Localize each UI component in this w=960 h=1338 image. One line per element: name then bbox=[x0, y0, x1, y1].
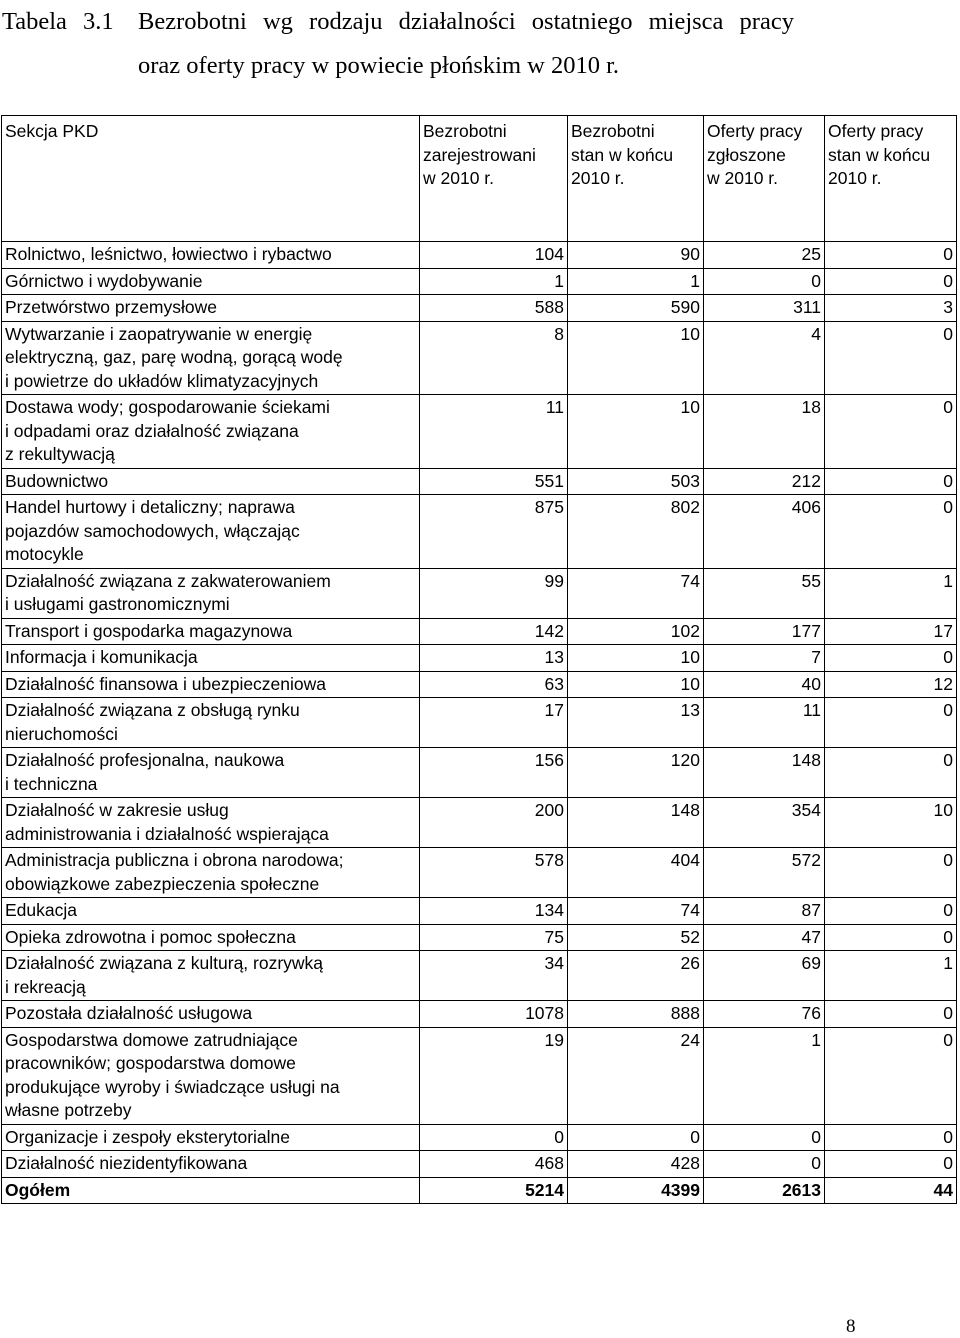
row-label bbox=[2, 295, 420, 322]
table-row bbox=[2, 924, 957, 951]
cell-col3: 0 bbox=[704, 1151, 825, 1178]
row-label-line: obowiązkowe zabezpieczenia społeczne bbox=[5, 873, 320, 894]
row-label-line: własne potrzeby bbox=[5, 1100, 132, 1120]
row-label bbox=[2, 848, 420, 898]
cell-col1: 134 bbox=[420, 898, 568, 925]
table-row bbox=[2, 321, 957, 395]
row-label bbox=[2, 645, 420, 672]
row-label-line: Organizacje i zespoły eksterytorialne bbox=[5, 1126, 290, 1147]
total-col1: 5214 bbox=[420, 1177, 568, 1204]
row-label-line: Działalność w zakresie usług bbox=[5, 800, 229, 820]
row-label bbox=[2, 1027, 420, 1124]
total-row bbox=[2, 1177, 957, 1204]
row-label-line: Działalność profesjonalna, naukowa bbox=[5, 750, 285, 770]
cell-col4: 0 bbox=[825, 645, 957, 672]
row-label-line: nieruchomości bbox=[5, 723, 118, 744]
cell-col3: 0 bbox=[704, 1124, 825, 1151]
unemployment-table bbox=[1, 115, 957, 1204]
cell-col4: 0 bbox=[825, 395, 957, 469]
table-row bbox=[2, 295, 957, 322]
cell-col3: 212 bbox=[704, 468, 825, 495]
row-label-line: Działalność finansowa i ubezpieczeniowa bbox=[5, 673, 327, 694]
table-row bbox=[2, 951, 957, 1001]
table-row bbox=[2, 1151, 957, 1178]
row-label-line: Edukacja bbox=[5, 900, 77, 920]
header-col4: Oferty pracy stan w końcu 2010 r. bbox=[825, 116, 957, 242]
table-row bbox=[2, 495, 957, 569]
row-label-line: Gospodarstwa domowe zatrudniające bbox=[5, 1029, 298, 1050]
cell-col3: 1 bbox=[704, 1027, 825, 1124]
cell-col1: 551 bbox=[420, 468, 568, 495]
row-label-line: Dostawa wody; gospodarowanie ściekami bbox=[5, 397, 330, 417]
cell-col4: 0 bbox=[825, 1124, 957, 1151]
table-row bbox=[2, 1001, 957, 1028]
header-row bbox=[2, 116, 957, 242]
cell-col3: 148 bbox=[704, 748, 825, 798]
row-label bbox=[2, 798, 420, 848]
row-label-line: Rolnictwo, leśnictwo, łowiectwo i rybactwo bbox=[5, 244, 332, 264]
row-label-line: i usługami gastronomicznymi bbox=[5, 594, 230, 614]
row-label-line: pracowników; gospodarstwa domowe bbox=[5, 1053, 296, 1073]
row-label-line: Informacja i komunikacja bbox=[5, 647, 198, 667]
cell-col1: 19 bbox=[420, 1027, 568, 1124]
total-label: Ogółem bbox=[2, 1177, 420, 1204]
table-row bbox=[2, 798, 957, 848]
cell-col2: 13 bbox=[568, 698, 704, 748]
row-label-line: Pozostała działalność usługowa bbox=[5, 1003, 253, 1023]
cell-col1: 17 bbox=[420, 698, 568, 748]
cell-col1: 1 bbox=[420, 268, 568, 295]
row-label bbox=[2, 468, 420, 495]
cell-col2: 52 bbox=[568, 924, 704, 951]
row-label bbox=[2, 698, 420, 748]
cell-col3: 0 bbox=[704, 268, 825, 295]
row-label-line: Administracja publiczna i obrona narodowa; bbox=[5, 850, 344, 870]
cell-col4: 0 bbox=[825, 268, 957, 295]
cell-col2: 802 bbox=[568, 495, 704, 569]
cell-col4: 0 bbox=[825, 898, 957, 925]
cell-col1: 34 bbox=[420, 951, 568, 1001]
cell-col1: 75 bbox=[420, 924, 568, 951]
header-section: Sekcja PKD bbox=[2, 116, 420, 242]
caption-title: Bezrobotni wg rodzaju działalności ostatniego miejsca pracy bbox=[138, 8, 794, 35]
cell-col1: 13 bbox=[420, 645, 568, 672]
cell-col1: 875 bbox=[420, 495, 568, 569]
cell-col4: 12 bbox=[825, 671, 957, 698]
cell-col2: 590 bbox=[568, 295, 704, 322]
row-label bbox=[2, 268, 420, 295]
header-col2: Bezrobotni stan w końcu 2010 r. bbox=[568, 116, 704, 242]
row-label bbox=[2, 321, 420, 395]
row-label bbox=[2, 1124, 420, 1151]
cell-col4: 0 bbox=[825, 698, 957, 748]
cell-col3: 55 bbox=[704, 568, 825, 618]
cell-col2: 0 bbox=[568, 1124, 704, 1151]
cell-col4: 1 bbox=[825, 568, 957, 618]
cell-col4: 0 bbox=[825, 748, 957, 798]
cell-col2: 24 bbox=[568, 1027, 704, 1124]
row-label-line: Działalność niezidentyfikowana bbox=[5, 1153, 248, 1173]
table-row bbox=[2, 1027, 957, 1124]
row-label-line: Przetwórstwo przemysłowe bbox=[5, 297, 217, 317]
cell-col4: 0 bbox=[825, 468, 957, 495]
table-caption bbox=[2, 0, 942, 88]
total-col4: 44 bbox=[825, 1177, 957, 1204]
table-row bbox=[2, 645, 957, 672]
row-label bbox=[2, 951, 420, 1001]
row-label bbox=[2, 618, 420, 645]
cell-col1: 8 bbox=[420, 321, 568, 395]
row-label-line: i rekreacją bbox=[5, 976, 86, 997]
cell-col1: 63 bbox=[420, 671, 568, 698]
table-row bbox=[2, 848, 957, 898]
cell-col4: 0 bbox=[825, 321, 957, 395]
cell-col2: 26 bbox=[568, 951, 704, 1001]
row-label-line: Budownictwo bbox=[5, 470, 109, 491]
row-label bbox=[2, 898, 420, 925]
cell-col2: 404 bbox=[568, 848, 704, 898]
cell-col3: 76 bbox=[704, 1001, 825, 1028]
row-label-line: Opieka zdrowotna i pomoc społeczna bbox=[5, 926, 296, 947]
cell-col1: 156 bbox=[420, 748, 568, 798]
cell-col3: 4 bbox=[704, 321, 825, 395]
table-row bbox=[2, 748, 957, 798]
row-label-line: z rekultywacją bbox=[5, 444, 115, 464]
cell-col2: 428 bbox=[568, 1151, 704, 1178]
caption-line-1 bbox=[2, 0, 942, 44]
cell-col1: 200 bbox=[420, 798, 568, 848]
cell-col3: 311 bbox=[704, 295, 825, 322]
table-row bbox=[2, 395, 957, 469]
cell-col2: 10 bbox=[568, 645, 704, 672]
cell-col2: 120 bbox=[568, 748, 704, 798]
row-label bbox=[2, 568, 420, 618]
table-row bbox=[2, 618, 957, 645]
cell-col1: 104 bbox=[420, 242, 568, 269]
cell-col4: 0 bbox=[825, 1027, 957, 1124]
cell-col2: 10 bbox=[568, 671, 704, 698]
cell-col2: 90 bbox=[568, 242, 704, 269]
row-label-line: elektryczną, gaz, parę wodną, gorącą wodę bbox=[5, 347, 343, 367]
row-label-line: Transport i gospodarka magazynowa bbox=[5, 620, 293, 641]
cell-col1: 142 bbox=[420, 618, 568, 645]
cell-col4: 0 bbox=[825, 1001, 957, 1028]
header-col3: Oferty pracy zgłoszone w 2010 r. bbox=[704, 116, 825, 242]
cell-col1: 11 bbox=[420, 395, 568, 469]
cell-col3: 11 bbox=[704, 698, 825, 748]
cell-col3: 25 bbox=[704, 242, 825, 269]
row-label bbox=[2, 242, 420, 269]
row-label-line: i powietrze do układów klimatyzacyjnych bbox=[5, 370, 319, 391]
row-label-line: produkujące wyroby i świadczące usługi na bbox=[5, 1076, 340, 1097]
row-label-line: Górnictwo i wydobywanie bbox=[5, 270, 203, 291]
row-label bbox=[2, 395, 420, 469]
cell-col4: 0 bbox=[825, 848, 957, 898]
row-label-line: motocykle bbox=[5, 544, 84, 564]
cell-col4: 17 bbox=[825, 618, 957, 645]
cell-col4: 3 bbox=[825, 295, 957, 322]
cell-col1: 1078 bbox=[420, 1001, 568, 1028]
table-row bbox=[2, 568, 957, 618]
cell-col2: 148 bbox=[568, 798, 704, 848]
cell-col4: 0 bbox=[825, 1151, 957, 1178]
cell-col2: 74 bbox=[568, 898, 704, 925]
cell-col4: 0 bbox=[825, 242, 957, 269]
table-row bbox=[2, 468, 957, 495]
row-label bbox=[2, 748, 420, 798]
cell-col3: 40 bbox=[704, 671, 825, 698]
cell-col1: 0 bbox=[420, 1124, 568, 1151]
total-col2: 4399 bbox=[568, 1177, 704, 1204]
table-row bbox=[2, 698, 957, 748]
row-label bbox=[2, 1151, 420, 1178]
caption-label: Tabela 3.1 bbox=[2, 8, 114, 35]
row-label-line: Działalność związana z zakwaterowaniem bbox=[5, 570, 331, 591]
row-label bbox=[2, 495, 420, 569]
cell-col1: 578 bbox=[420, 848, 568, 898]
caption-line-2: oraz oferty pracy w powiecie płońskim w 2010 r. bbox=[138, 52, 620, 79]
row-label-line: administrowania i działalność wspierająca bbox=[5, 823, 329, 844]
table-row bbox=[2, 268, 957, 295]
cell-col4: 10 bbox=[825, 798, 957, 848]
cell-col3: 87 bbox=[704, 898, 825, 925]
table-row bbox=[2, 898, 957, 925]
cell-col1: 588 bbox=[420, 295, 568, 322]
table-row bbox=[2, 242, 957, 269]
row-label-line: Handel hurtowy i detaliczny; naprawa bbox=[5, 497, 295, 517]
cell-col2: 1 bbox=[568, 268, 704, 295]
cell-col3: 47 bbox=[704, 924, 825, 951]
cell-col3: 177 bbox=[704, 618, 825, 645]
row-label-line: pojazdów samochodowych, włączając bbox=[5, 520, 300, 541]
cell-col4: 0 bbox=[825, 495, 957, 569]
cell-col1: 468 bbox=[420, 1151, 568, 1178]
row-label-line: i odpadami oraz działalność związana bbox=[5, 420, 299, 441]
cell-col2: 102 bbox=[568, 618, 704, 645]
row-label-line: i techniczna bbox=[5, 773, 98, 794]
cell-col2: 10 bbox=[568, 395, 704, 469]
cell-col2: 888 bbox=[568, 1001, 704, 1028]
row-label bbox=[2, 924, 420, 951]
cell-col3: 354 bbox=[704, 798, 825, 848]
cell-col4: 0 bbox=[825, 924, 957, 951]
cell-col3: 18 bbox=[704, 395, 825, 469]
cell-col1: 99 bbox=[420, 568, 568, 618]
row-label-line: Działalność związana z kulturą, rozrywką bbox=[5, 953, 324, 973]
row-label bbox=[2, 671, 420, 698]
table-row bbox=[2, 1124, 957, 1151]
total-col3: 2613 bbox=[704, 1177, 825, 1204]
row-label bbox=[2, 1001, 420, 1028]
cell-col4: 1 bbox=[825, 951, 957, 1001]
row-label-line: Działalność związana z obsługą rynku bbox=[5, 700, 300, 720]
cell-col2: 10 bbox=[568, 321, 704, 395]
cell-col3: 69 bbox=[704, 951, 825, 1001]
cell-col3: 7 bbox=[704, 645, 825, 672]
cell-col2: 74 bbox=[568, 568, 704, 618]
cell-col3: 572 bbox=[704, 848, 825, 898]
header-col1: Bezrobotni zarejestrowani w 2010 r. bbox=[420, 116, 568, 242]
table-row bbox=[2, 671, 957, 698]
row-label-line: Wytwarzanie i zaopatrywanie w energię bbox=[5, 323, 313, 344]
cell-col2: 503 bbox=[568, 468, 704, 495]
cell-col3: 406 bbox=[704, 495, 825, 569]
page-number: 8 bbox=[846, 1316, 856, 1337]
